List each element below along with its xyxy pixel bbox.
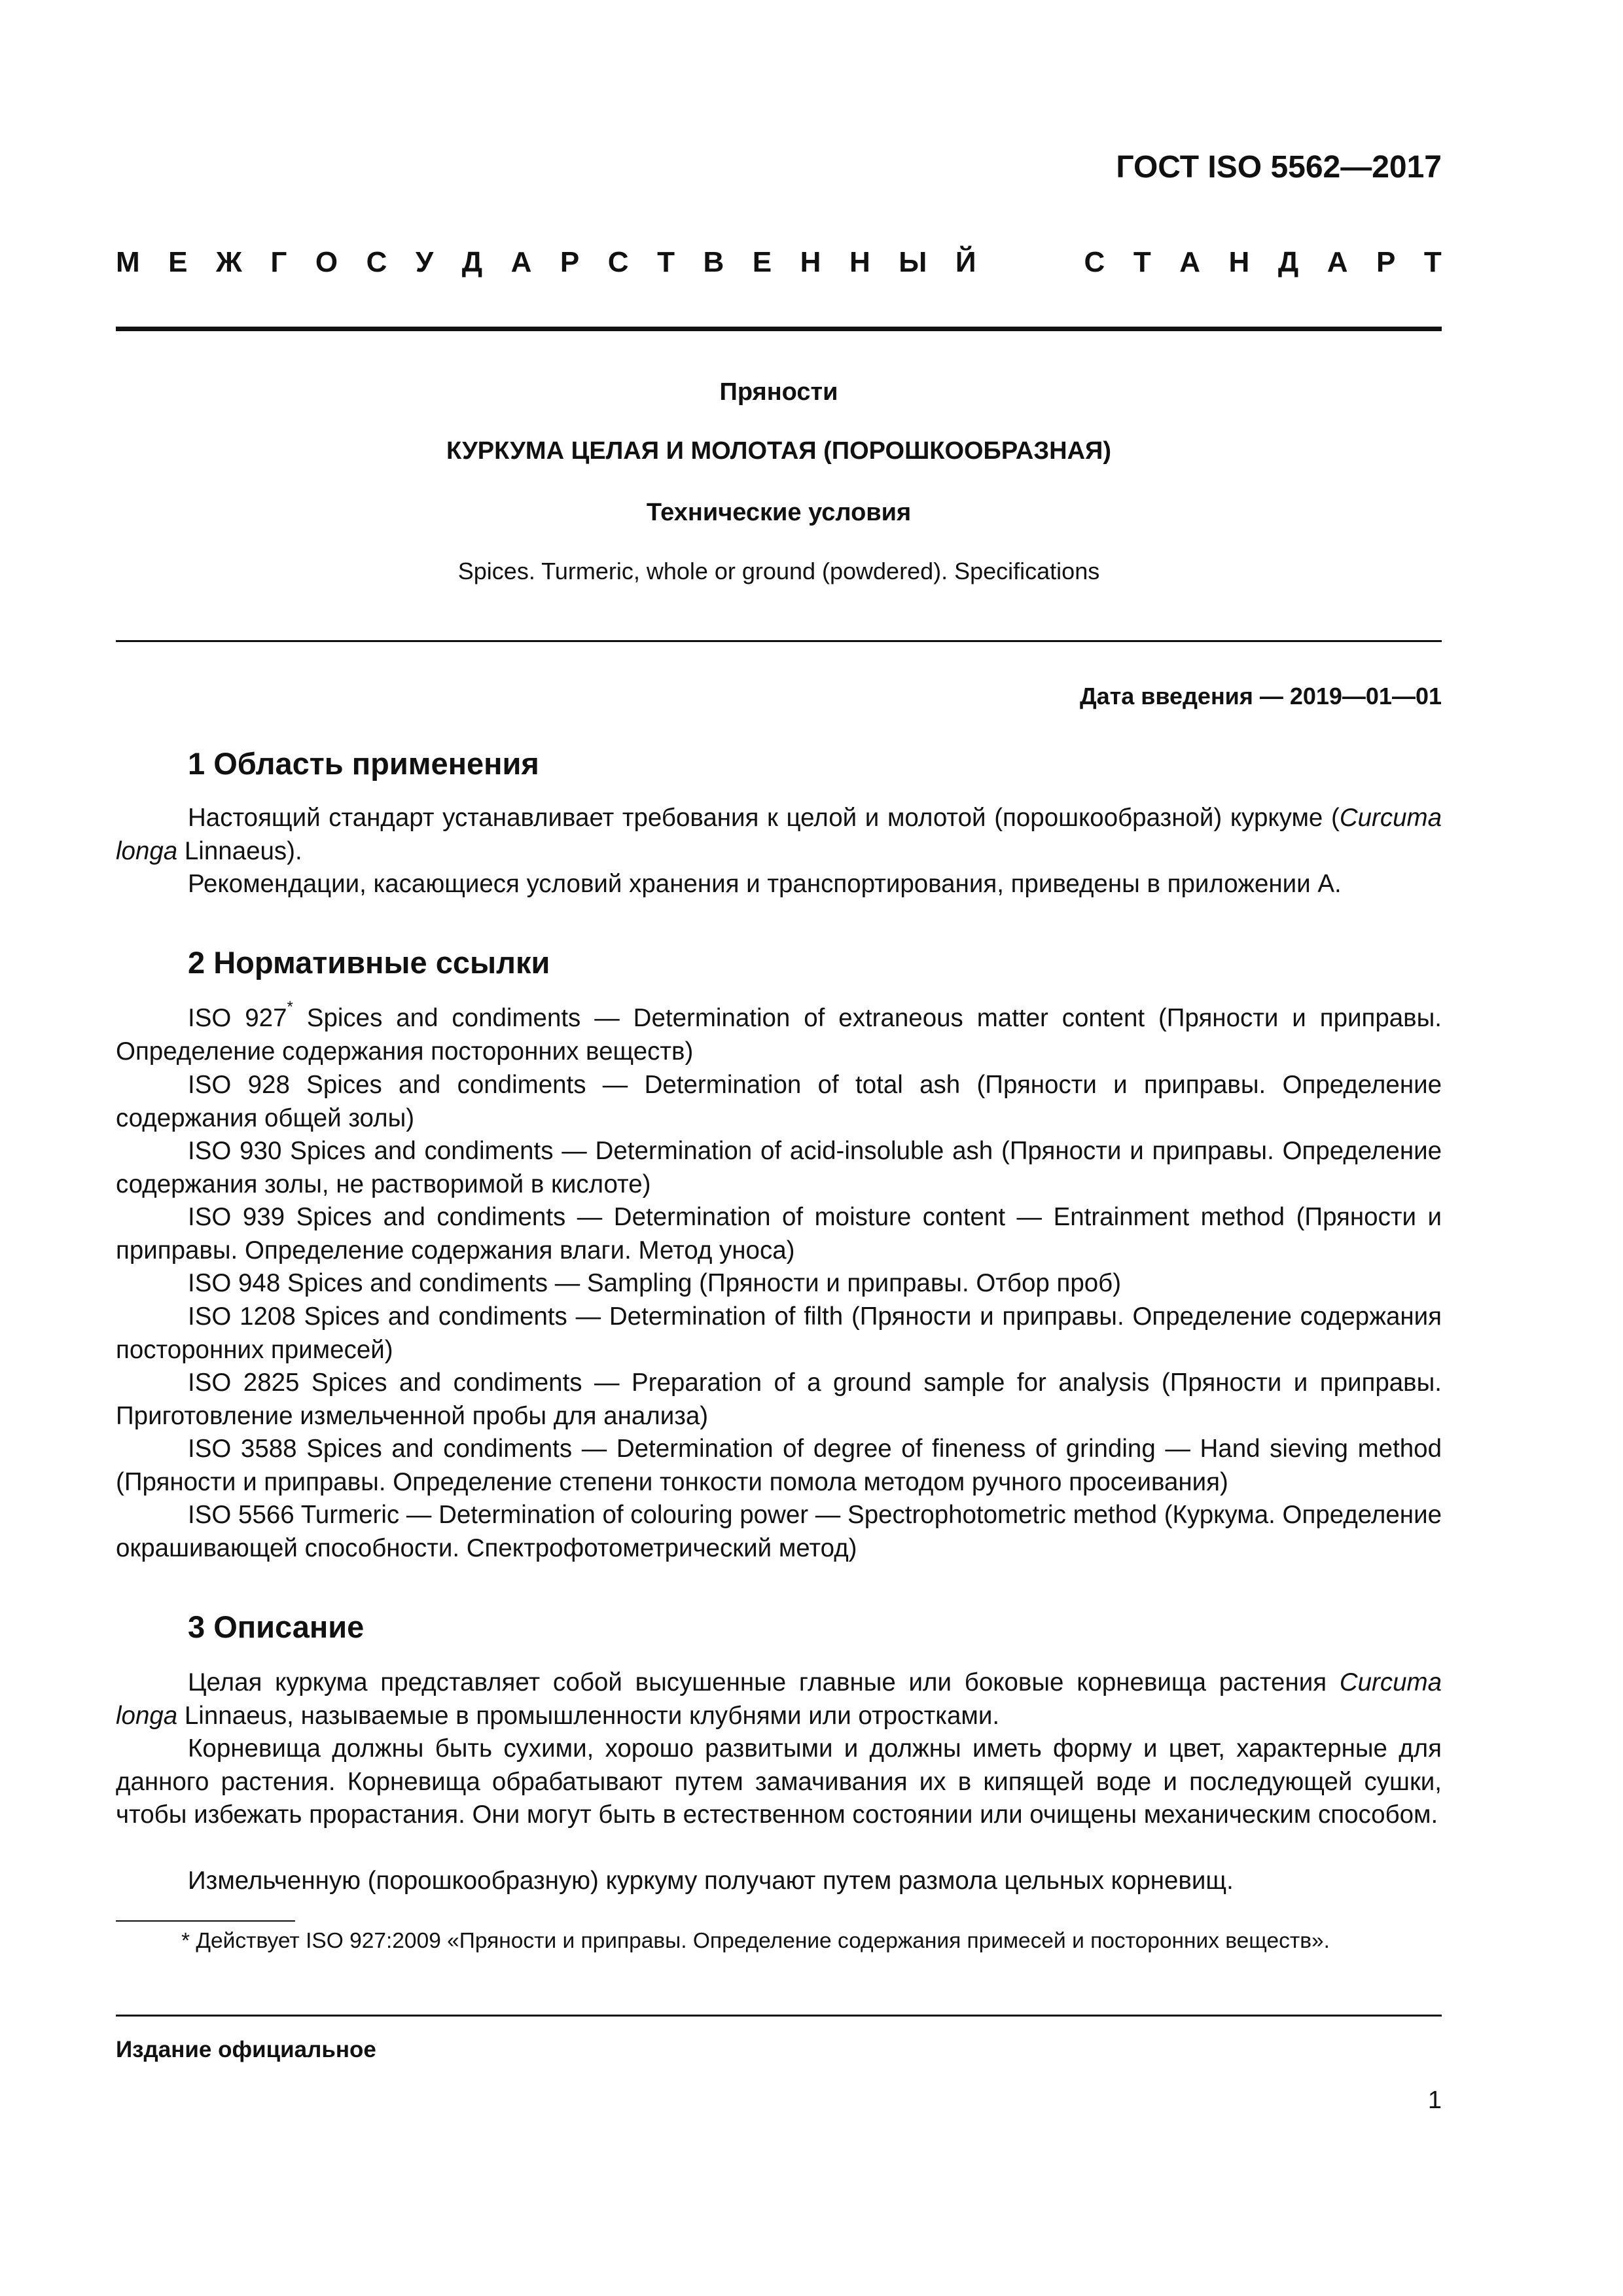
banner-letter: Т (657, 246, 675, 278)
banner-letter: Н (800, 246, 821, 278)
banner-letter: С (607, 246, 629, 278)
section-heading: 2 Нормативные ссылки (188, 945, 550, 980)
edition-label: Издание официальное (116, 2037, 376, 2062)
banner-letter: Ж (216, 246, 242, 278)
paragraph: Целая куркума представляет собой высушенные главные или боковые корневища растения Curcuma longa Linnaeus, называемые в промышленности клубнями или отростками. (116, 1668, 1442, 1730)
banner-letter: Ы (899, 246, 927, 278)
title-rule (116, 640, 1442, 642)
banner-letter: Д (461, 246, 483, 278)
banner-letter: М (116, 246, 140, 278)
paragraph: Измельченную (порошкообразную) куркуму получают путем размола цельных корневищ. (188, 1867, 1234, 1895)
banner-letter: Н (1228, 246, 1250, 278)
reference-item: ISO 948 Spices and condiments — Sampling (Пряности и приправы. Отбор проб) (188, 1269, 1122, 1297)
reference-item: ISO 3588 Spices and condiments — Determination of degree of fineness of grinding — Hand sieving method (Пряности и приправы. Определение степени тонкости помола методом ручного просеивания) (116, 1435, 1442, 1496)
reference-item: ISO 930 Spices and condiments — Determination of acid-insoluble ash (Пряности и приправы. Определение содержания золы, не растворимой в кислоте) (116, 1137, 1442, 1198)
banner-letter: Д (1277, 246, 1299, 278)
standard-banner (116, 246, 1442, 279)
reference-item: ISO 927* Spices and condiments — Determination of extraneous matter content (Пряности и приправы. Определение содержания посторонних веществ) (116, 998, 1442, 1066)
banner-letter: У (415, 246, 434, 278)
title-subtitle: Технические условия (646, 499, 912, 526)
title-category: Пряности (719, 378, 838, 406)
document-title: КУРКУМА ЦЕЛАЯ И МОЛОТАЯ (ПОРОШКООБРАЗНАЯ) (446, 437, 1111, 465)
section-heading: 1 Область применения (188, 746, 539, 781)
introduction-date: Дата введения — 2019—01—01 (1079, 683, 1442, 709)
title-english: Spices. Turmeric, whole or ground (powdered). Specifications (457, 558, 1100, 584)
banner-letter: С (1084, 246, 1105, 278)
banner-letter: Т (1423, 246, 1442, 278)
paragraph: Настоящий стандарт устанавливает требования к целой и молотой (порошкообразной) куркуме (Curcuma longa Linnaeus). (116, 804, 1442, 865)
paragraph: Корневища должны быть сухими, хорошо развитыми и должны иметь форму и цвет, характерные для данного растения. Корневища обрабатывают путем замачивания их в кипящей воде и последующей сушки, чтобы избежать прорастания. Они могут быть в естественном состоянии или очищены механическим способом. (116, 1734, 1442, 1829)
footnote: * Действует ISO 927:2009 «Пряности и приправы. Определение содержания примесей и посторонних веществ». (181, 1929, 1330, 1953)
banner-letter: А (510, 246, 532, 278)
banner-letter: Р (560, 246, 580, 278)
banner-letter: С (366, 246, 387, 278)
banner-letter: А (1179, 246, 1200, 278)
banner-letter: А (1327, 246, 1348, 278)
banner-letter: Р (1376, 246, 1396, 278)
header-rule (116, 327, 1442, 331)
banner-letter: Н (849, 246, 870, 278)
section-heading: 3 Описание (188, 1609, 365, 1644)
banner-gap (1005, 246, 1056, 279)
banner-letter: О (315, 246, 338, 278)
paragraph: Рекомендации, касающиеся условий хранения и транспортирования, приведены в приложении А. (188, 870, 1342, 898)
reference-item: ISO 2825 Spices and condiments — Preparation of a ground sample for analysis (Пряности и приправы. Приготовление измельченной пробы для анализа) (116, 1369, 1442, 1430)
banner-letter: Е (168, 246, 188, 278)
footer-rule (116, 2015, 1442, 2017)
page-number: 1 (1427, 2087, 1442, 2114)
reference-item: ISO 928 Spices and condiments — Determination of total ash (Пряности и приправы. Определение содержания общей золы) (116, 1071, 1442, 1132)
banner-letter: Т (1133, 246, 1151, 278)
reference-item: ISO 1208 Spices and condiments — Determination of filth (Пряности и приправы. Определение содержания посторонних примесей) (116, 1302, 1442, 1364)
reference-item: ISO 5566 Turmeric — Determination of colouring power — Spectrophotometric method (Куркума. Определение окрашивающей способности. Спектрофотометрический метод) (116, 1501, 1442, 1562)
banner-letter: Е (752, 246, 772, 278)
reference-item: ISO 939 Spices and condiments — Determination of moisture content — Entrainment method (Пряности и приправы. Определение содержания влаги. Метод уноса) (116, 1203, 1442, 1265)
banner-letter: Й (955, 246, 976, 278)
footnote-rule (116, 1920, 295, 1922)
banner-letter: В (703, 246, 724, 278)
banner-letter: Г (270, 246, 287, 278)
standard-code: ГОСТ ISO 5562—2017 (1116, 150, 1442, 185)
